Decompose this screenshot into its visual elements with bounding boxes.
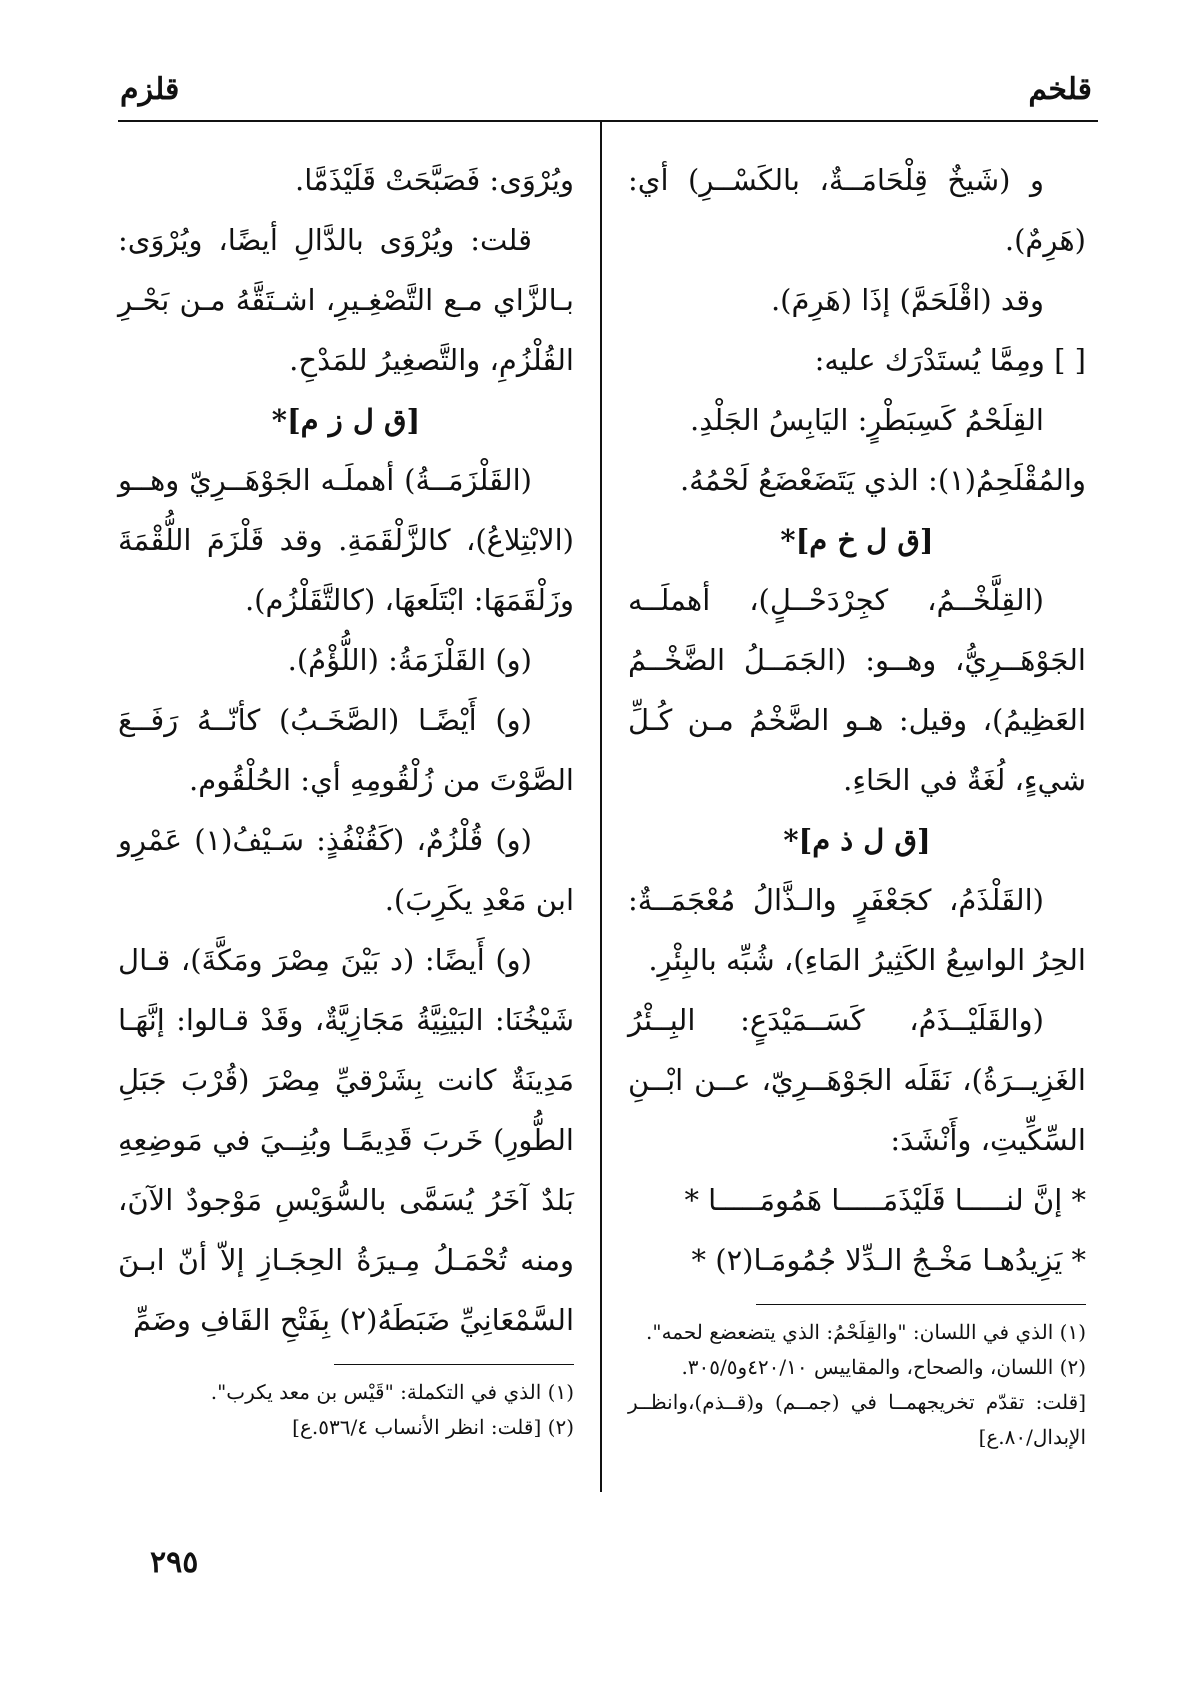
footnote: (١) الذي في التكملة: "قَيْس بن معد يكرب". bbox=[210, 1380, 574, 1404]
entry-text: والمُقْلَحِمُ(١): الذي يَتَضَعْضَعُ لَحْمُهُ. bbox=[679, 463, 1086, 497]
footnotes bbox=[118, 1375, 574, 1445]
footnote: [قلت: تقدّم تخريجهمــا في (جمــم) و(قــذم)،وانظــر الإبدال/٨٠.ع] bbox=[628, 1390, 1086, 1449]
page-number: ٢٩٥ bbox=[150, 1545, 199, 1580]
verse-line: * إنَّ لنـــــا قَلَيْذَمَـــــا هَمُومَـــــا * bbox=[684, 1183, 1086, 1217]
entry-text: (و) أَيضًا: (د بَيْنَ مِصْرَ ومَكَّةَ)، قـال شَيْخُنَا: البَيْنِيَّةُ مَجَازِيَّةٌ، وقَدْ قـالوا: إنَّهَـا مَدِينَةٌ كانت بِشَرْقيِّ مِصْرَ (قُرْبَ جَبَلِ الطُّورِ) خَربَ قَدِيمًـا وبُنِــيَ في مَوضِعِهِ بَلدٌ آخَرُ يُسَمَّى بالسُّوَيْسِ مَوْجودٌ الآنَ، ومنه تُحْمَـلُ مِـيرَةُ الحِجَـازِ إلاّ أنّ ابـنَ السَّمْعَانِيِّ ضَبَطَهُ(٢) بِفَتْحِ القَافِ وضَمِّ bbox=[118, 943, 574, 1337]
footnote-rule bbox=[756, 1304, 1086, 1305]
entry-text: [ ] ومِمَّا يُستَدْرَك عليه: bbox=[814, 343, 1086, 377]
entry-heading: [ق ل ز م]* bbox=[271, 403, 421, 437]
footnotes bbox=[628, 1315, 1086, 1455]
footnote: (٢) اللسان، والصحاح، والمقاييس ٤٢٠/١٠و٣٠٥/٥. bbox=[681, 1355, 1086, 1379]
header-guide-word-left: قلزم bbox=[120, 72, 180, 107]
footnote: (١) الذي في اللسان: "والقِلَحْمُ: الذي يتضعضع لحمه". bbox=[646, 1320, 1086, 1344]
entry-text: (و) القَلْزَمَةُ: (اللُّؤْمُ). bbox=[287, 643, 532, 677]
entry-text: و (شَيخٌ قِلْحَامَــةٌ، بالكَسْــرِ) أي: (هَرِمٌ). bbox=[628, 163, 1086, 257]
entry-text: (والقَلَيْــذَمُ، كَسَــمَيْدَعٍ: البِــئْرُ الغَزِيــرَةُ)، نَقَلَه الجَوْهَــرِيّ، عــن ابْــنِ السِّكِّيتِ، وأَنْشَدَ: bbox=[628, 1003, 1086, 1157]
footnote: (٢) [قلت: انظر الأنساب ٥٣٦/٤.ع] bbox=[292, 1415, 574, 1439]
footnote-rule bbox=[334, 1364, 574, 1365]
entry-text: (القِلَّخْــمُ، كجِرْدَحْــلٍ)، أهملَــه الجَوْهَــرِيُّ، وهــو: (الجَمَــلُ الضَّخْــمُ العَظِيمُ)، وقيل: هـو الضَّخْمُ مـن كُـلِّ شيءٍ، لُغَةٌ في الحَاءِ. bbox=[628, 583, 1086, 797]
entry-heading: [ق ل ذ م]* bbox=[783, 823, 931, 857]
header-guide-word-right: قلخم bbox=[1028, 72, 1092, 107]
entry-text: قلت: ويُرْوَى بالدَّالِ أيضًا، ويُرْوَى: بـالزَّاي مـع التَّصْغِـيرِ، اشـتَقَّهُ مـن بَحْـرِ القُلْزُمِ، والتَّصغِيرُ للمَدْحِ. bbox=[118, 223, 574, 377]
entry-text: (القَلْذَمُ، كجَعْفَرٍ والـذَّالُ مُعْجَمَــةٌ: الحِرُ الواسِعُ الكَثِيرُ المَاءِ)، شُبِّه بالبِئْرِ. bbox=[628, 883, 1086, 977]
entry-text: (القَلْزَمَــةُ) أهملَـه الجَوْهَــرِيّ وهــو (الابْتِلاعُ)، كالزَّلْقَمَةِ. وقد قَلْزَمَ اللُّقْمَةَ وزَلْقَمَهَا: ابْتَلَعهَا، (كالتَّقَلْزُم). bbox=[118, 463, 574, 617]
verse-line: * يَزِيدُهـا مَخْـجُ الـدِّلا جُمُومَـا(٢) * bbox=[691, 1243, 1086, 1277]
entry-text: (و) أَيْضًـا (الصَّخَـبُ) كأنّــهُ رَفَــعَ الصَّوْتَ من زُلْقُومِهِ أي: الحُلْقُوم. bbox=[118, 703, 574, 797]
left-column bbox=[118, 150, 574, 1445]
entry-heading: [ق ل خ م]* bbox=[780, 523, 934, 557]
entry-text: وقد (اقْلَحَمَّ) إذَا (هَرِمَ). bbox=[770, 283, 1044, 317]
right-column bbox=[628, 150, 1086, 1455]
entry-text: (و) قُلْزُمٌ، (كَقُنْفُذٍ: سَـيْفُ(١) عَمْرِو ابن مَعْدِ يكَرِبَ). bbox=[118, 823, 574, 917]
header-rule bbox=[118, 120, 1098, 122]
entry-text: ويُرْوَى: فَصَبَّحَتْ قَلَيْذَمَّا. bbox=[295, 163, 574, 197]
entry-text: القِلَحْمُ كَسِبَطْرٍ: اليَابِسُ الجَلْدِ. bbox=[689, 403, 1044, 437]
column-divider bbox=[600, 122, 602, 1492]
